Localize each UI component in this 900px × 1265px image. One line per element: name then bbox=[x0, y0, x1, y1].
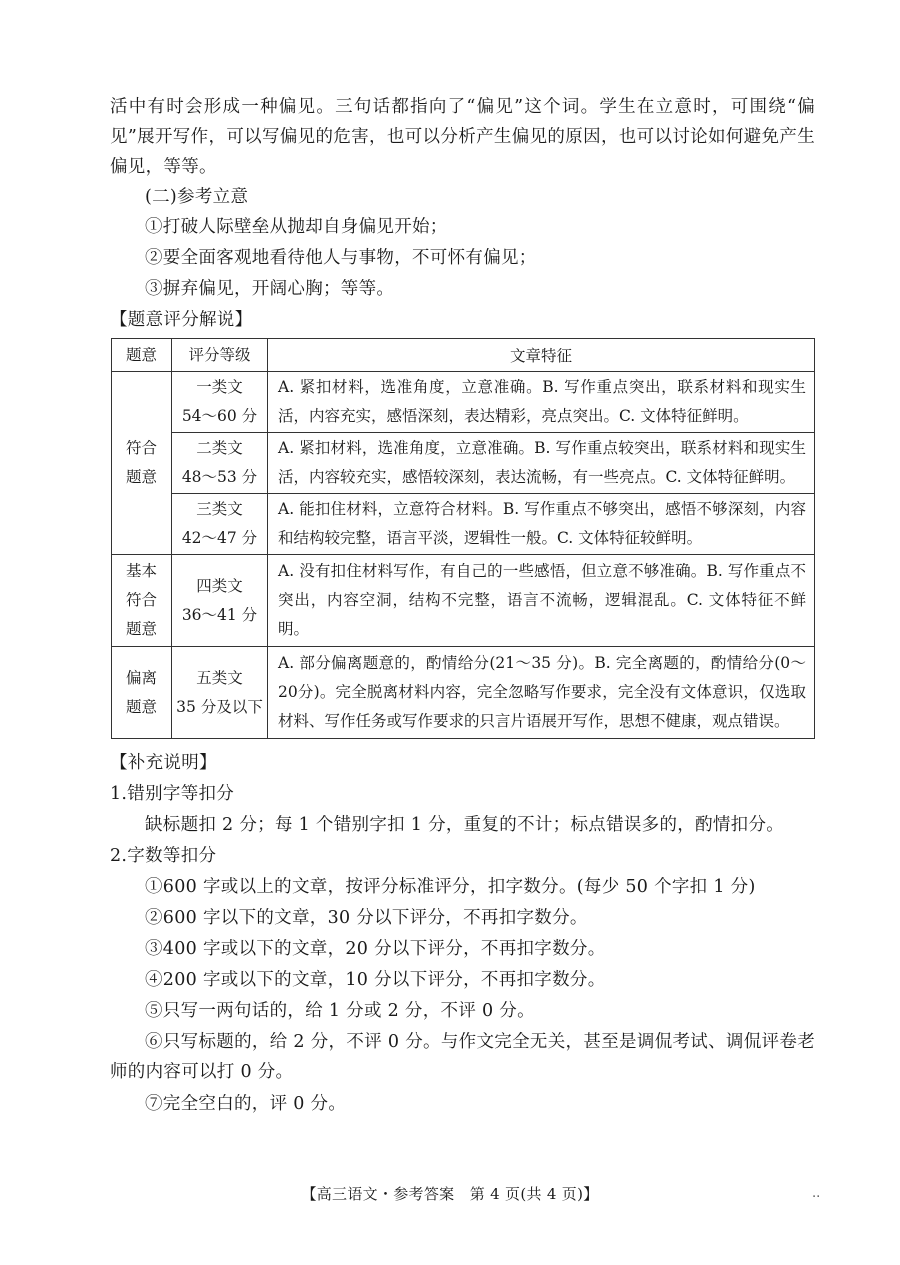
level-cell bbox=[172, 555, 268, 647]
reference-idea-2: ②要全面客观地看待他人与事物，不可怀有偏见； bbox=[145, 248, 537, 268]
topic-text: 偏离 bbox=[125, 668, 157, 687]
topic-text: 题意 bbox=[125, 697, 157, 716]
reference-idea-3: ③摒弃偏见，开阔心胸；等等。 bbox=[145, 279, 395, 299]
intro-paragraph: 活中有时会形成一种偏见。三句话都指向了“偏见”这个词。学生在立意时，可围绕“偏见”展开写作，可以写偏见的危害，也可以分析产生偏见的原因，也可以讨论如何避免产生偏见，等等。 bbox=[110, 97, 815, 177]
reference-ideas-heading: (二)参考立意 bbox=[145, 187, 249, 207]
level-score: 42～47 分 bbox=[181, 529, 258, 547]
supplement-item1-text: 缺标题扣 2 分；每 1 个错别字扣 1 分，重复的不计；标点错误多的，酌情扣分。 bbox=[145, 815, 785, 835]
features-cell: A. 部分偏离题意的，酌情给分(21～35 分)。B. 完全离题的，酌情给分(0～20分)。完全脱离材料内容，完全忽略写作要求，完全没有文体意识，仅选取材料、写作任务或写作要求的只言片语展开写作，思想不健康，观点错误。 bbox=[268, 647, 815, 739]
supplement-item1-heading: 1.错别字等扣分 bbox=[110, 784, 235, 804]
word-count-rule-7: ⑦完全空白的，评 0 分。 bbox=[145, 1094, 347, 1114]
word-count-rule-2: ②600 字以下的文章，30 分以下评分，不再扣字数分。 bbox=[145, 908, 588, 928]
word-count-rule-6: ⑥只写标题的，给 2 分，不评 0 分。与作文完全无关，甚至是调侃考试、调侃评卷老师的内容可以打 0 分。 bbox=[110, 1032, 815, 1082]
features-cell: A. 紧扣材料，选准角度，立意准确。B. 写作重点突出，联系材料和现实生活，内容充实，感悟深刻，表达精彩，亮点突出。C. 文体特征鲜明。 bbox=[268, 372, 815, 433]
level-name: 三类文 bbox=[196, 500, 243, 518]
header-level: 评分等级 bbox=[172, 339, 268, 372]
word-count-rule-3: ③400 字或以下的文章，20 分以下评分，不再扣字数分。 bbox=[145, 939, 606, 959]
table-row bbox=[112, 433, 815, 494]
topic-cell bbox=[112, 372, 172, 555]
features-cell: A. 没有扣住材料写作，有自己的一些感悟，但立意不够准确。B. 写作重点不突出，内容空洞，结构不完整，语言不流畅，逻辑混乱。C. 文体特征不鲜明。 bbox=[268, 555, 815, 647]
page-footer: 【高三语文・参考答案 第 4 页(共 4 页)】 bbox=[301, 1185, 599, 1203]
grading-table bbox=[111, 338, 815, 739]
level-name: 二类文 bbox=[196, 439, 243, 457]
topic-text: 符合 bbox=[125, 439, 157, 457]
word-count-rule-4: ④200 字或以下的文章，10 分以下评分，不再扣字数分。 bbox=[145, 970, 606, 990]
table-row bbox=[112, 494, 815, 555]
supplement-item2-heading: 2.字数等扣分 bbox=[110, 846, 217, 866]
word-count-rule-1: ①600 字或以上的文章，按评分标准评分，扣字数分。(每少 50 个字扣 1 分) bbox=[145, 877, 756, 897]
header-features: 文章特征 bbox=[268, 339, 815, 372]
topic-text: 基本 bbox=[125, 562, 157, 580]
level-score: 35 分及以下 bbox=[176, 697, 263, 716]
level-name: 四类文 bbox=[196, 576, 243, 595]
grading-section-title: 【题意评分解说】 bbox=[110, 310, 253, 330]
features-cell: A. 能扣住材料，立意符合材料。B. 写作重点不够突出，感悟不够深刻，内容和结构较完整，语言平淡，逻辑性一般。C. 文体特征较鲜明。 bbox=[268, 494, 815, 555]
topic-text: 题意 bbox=[125, 468, 157, 486]
word-count-rule-5: ⑤只写一两句话的，给 1 分或 2 分，不评 0 分。 bbox=[145, 1001, 535, 1021]
supplement-title: 【补充说明】 bbox=[110, 753, 217, 773]
level-score: 36～41 分 bbox=[181, 605, 258, 624]
table-header-row bbox=[112, 339, 815, 372]
level-cell bbox=[172, 372, 268, 433]
topic-cell bbox=[112, 555, 172, 647]
corner-mark: .. bbox=[812, 1186, 821, 1201]
level-cell bbox=[172, 433, 268, 494]
topic-text: 题意 bbox=[125, 620, 157, 638]
table-row bbox=[112, 647, 815, 739]
header-topic: 题意 bbox=[112, 339, 172, 372]
table-row bbox=[112, 372, 815, 433]
topic-cell bbox=[112, 647, 172, 739]
level-name: 一类文 bbox=[196, 378, 243, 396]
level-score: 48～53 分 bbox=[181, 468, 258, 486]
reference-idea-1: ①打破人际壁垒从抛却自身偏见开始； bbox=[145, 217, 448, 237]
table-row bbox=[112, 555, 815, 647]
level-cell bbox=[172, 494, 268, 555]
level-cell bbox=[172, 647, 268, 739]
level-name: 五类文 bbox=[196, 668, 243, 687]
level-score: 54～60 分 bbox=[181, 407, 258, 425]
topic-text: 符合 bbox=[125, 591, 157, 609]
features-cell: A. 紧扣材料，选准角度，立意准确。B. 写作重点较突出，联系材料和现实生活，内容较充实，感悟较深刻，表达流畅，有一些亮点。C. 文体特征鲜明。 bbox=[268, 433, 815, 494]
